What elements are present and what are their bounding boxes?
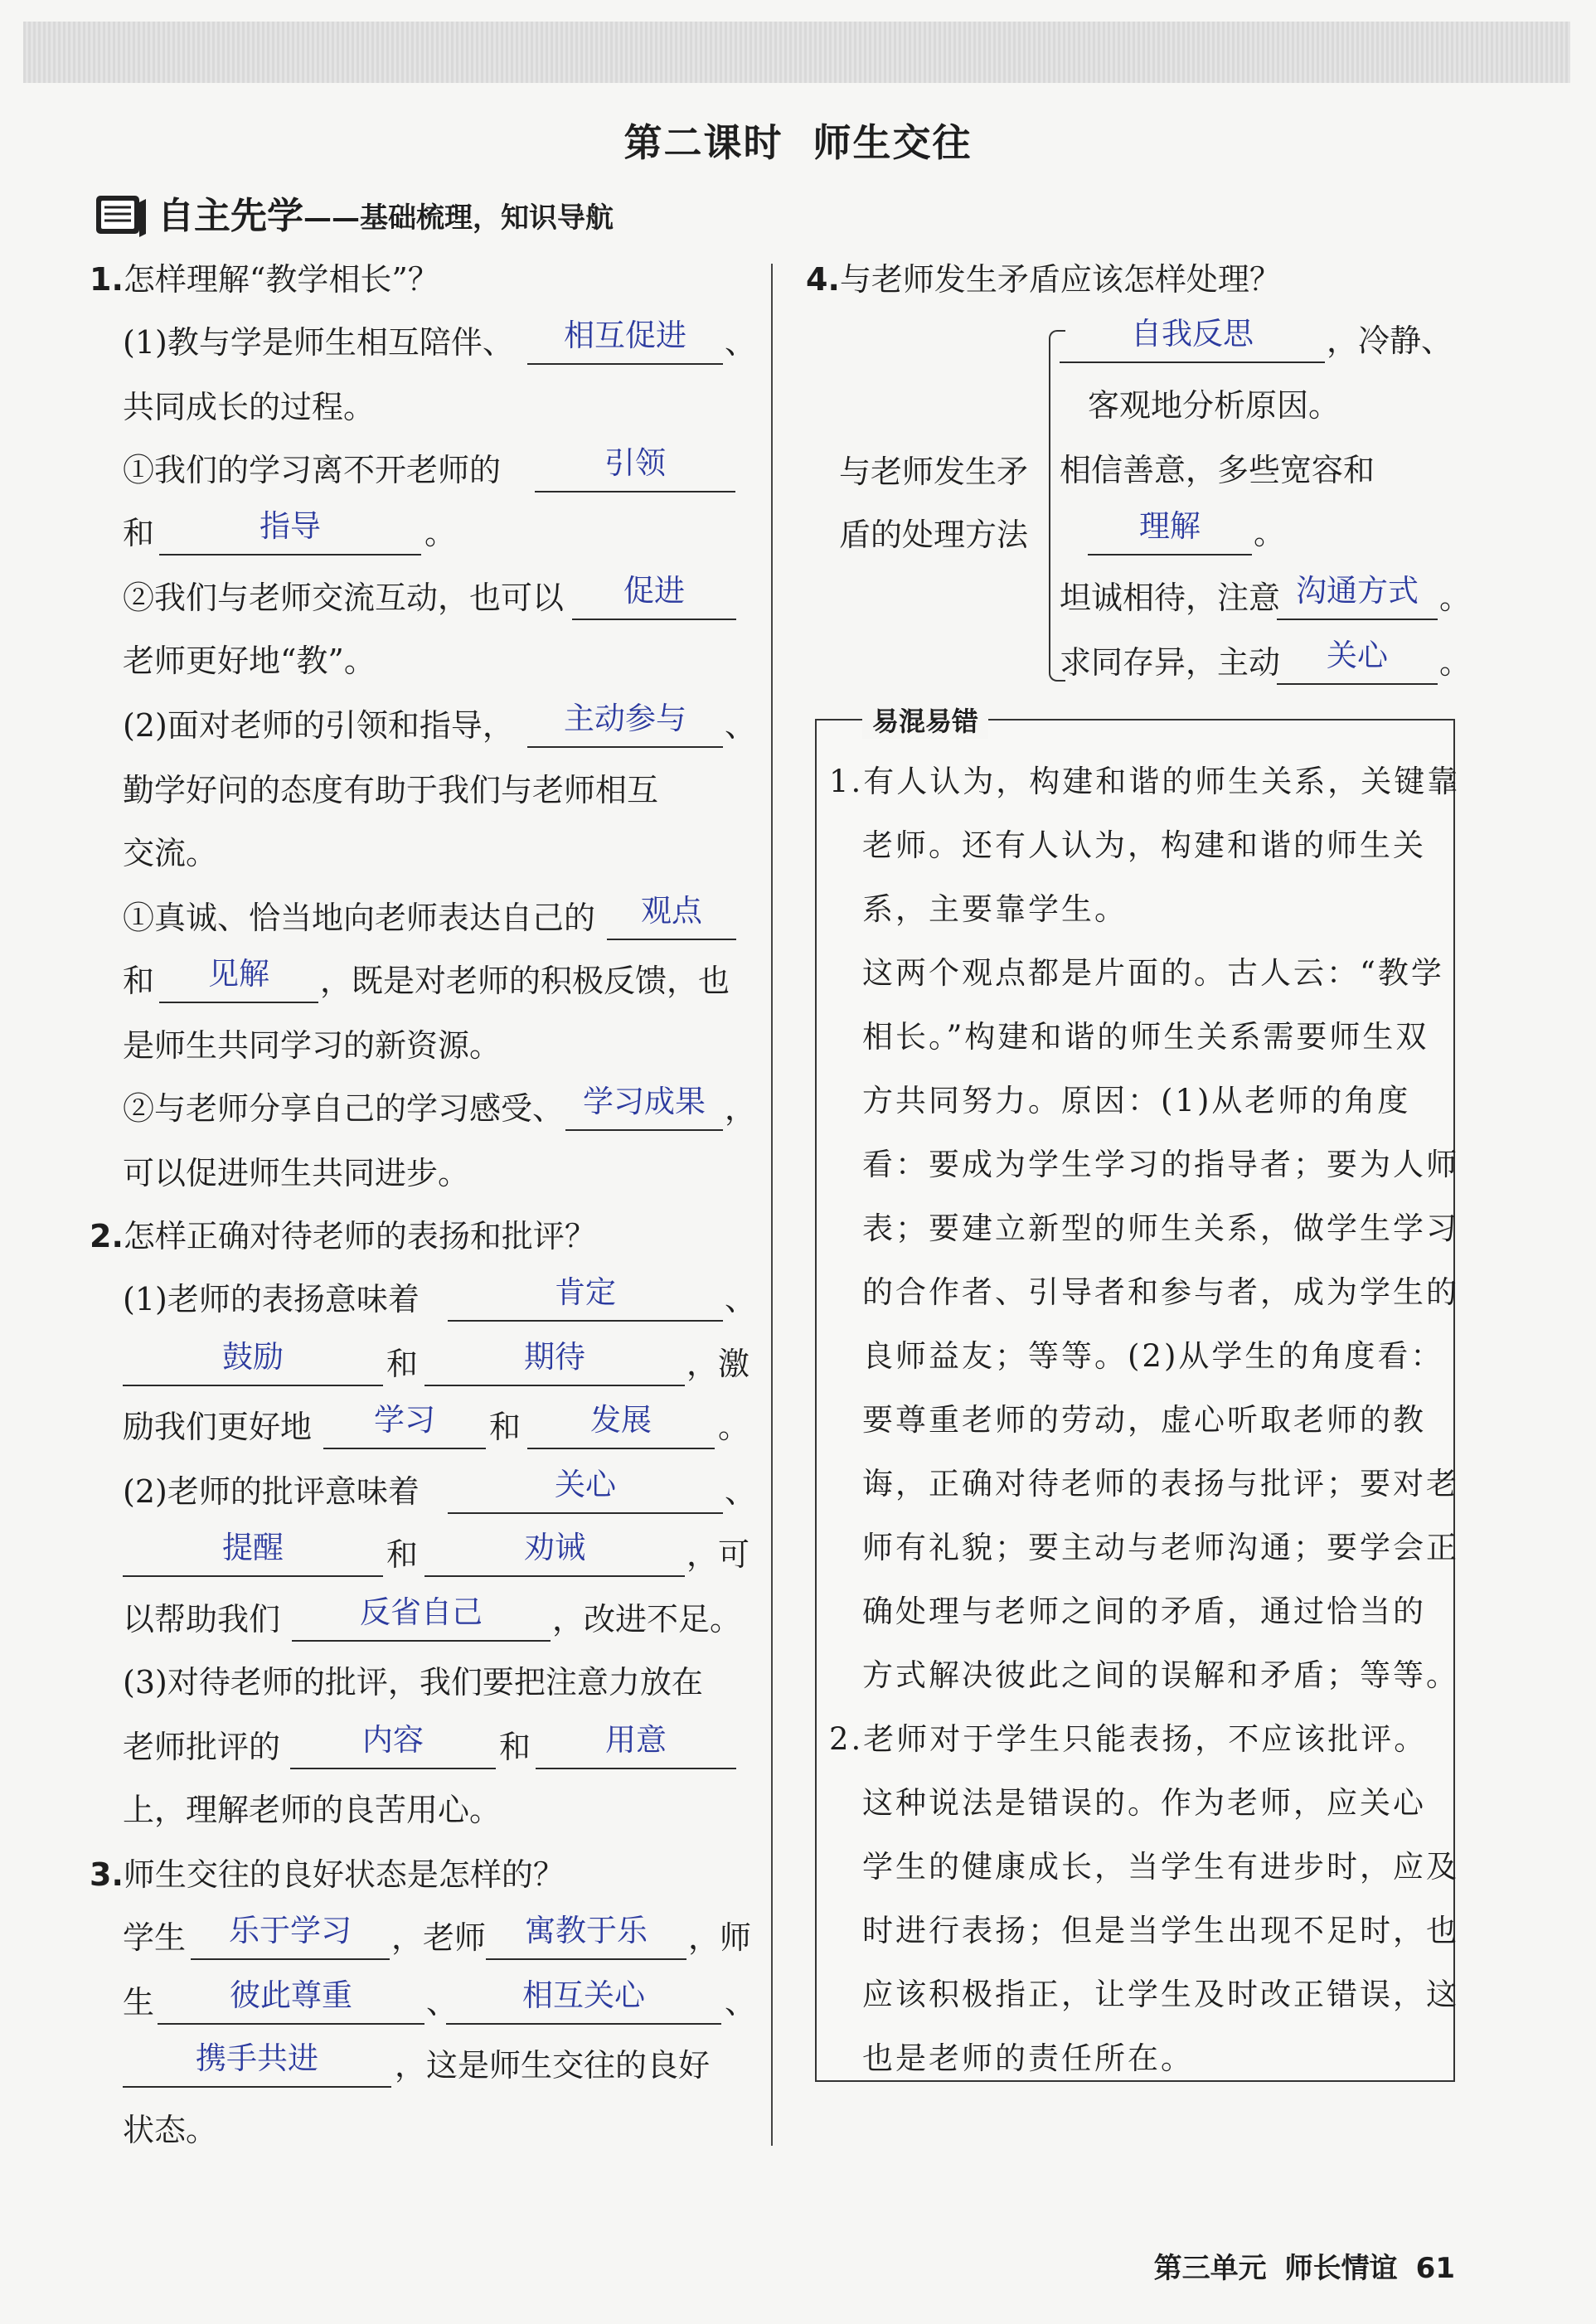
q4-r4: 。 [1254,515,1286,551]
answer-text: 沟通方式 [1296,573,1419,609]
q1-line4-end: 。 [424,515,457,551]
q1-line7-end: 、 [725,707,757,744]
section-title: 自主先学 [158,195,303,237]
answer-blank [607,939,736,940]
box-line: 看：要成为学生学习的指导者；要为人师 [862,1147,1459,1182]
q2-line2: 和 [386,1346,419,1382]
q2-line6: 以帮助我们 [123,1601,281,1637]
answer-text: 观点 [641,893,702,929]
answer-blank [292,1640,551,1642]
box-label: 易混易错 [862,701,988,739]
answer-blank [123,2086,391,2088]
answer-blank [448,1512,723,1514]
q2-line4: (2)老师的批评意味着 [123,1473,420,1510]
q1-line5: ②我们与老师交流互动，也可以 [123,580,565,616]
section-heading [93,191,614,240]
answer-blank [159,554,421,556]
q2-line3-mid: 和 [489,1409,521,1445]
answer-text: 见解 [208,956,269,992]
q1-line13: ②与老师分享自己的学习感受、 [123,1090,565,1127]
column-divider [771,264,773,2146]
answer-blank [123,1385,383,1386]
q3-line4: 状态。 [123,2112,218,2148]
answer-blank [424,1575,685,1577]
answer-blank [191,1958,390,1960]
box-line: 2.老师对于学生只能表扬，不应该批评。 [829,1721,1428,1757]
q1-line3: ①我们的学习离不开老师的 [123,452,502,488]
answer-text: 鼓励 [222,1339,284,1375]
q1-line2: 共同成长的过程。 [123,389,376,425]
bracket [1049,330,1065,682]
answer-text: 内容 [362,1722,424,1758]
box-line: 1.有人认为，构建和谐的师生关系，关键靠 [829,764,1461,799]
answer-text: 理解 [1139,508,1201,544]
box-line: 方式解决彼此之间的误解和矛盾；等等。 [862,1657,1459,1693]
q2-line1-end: 、 [725,1281,757,1317]
q4-r1: ，冷静、 [1327,323,1453,359]
q1-line13-end: ， [725,1090,757,1127]
answer-text: 彼此尊重 [230,1977,352,2013]
q2-line1: (1)老师的表扬意味着 [123,1281,420,1317]
q1-line14: 可以促进师生共同进步。 [123,1155,470,1191]
answer-text: 指导 [260,508,321,544]
answer-blank [527,746,723,748]
answer-blank [527,363,723,365]
q3-line1-end: ，师 [688,1919,752,1956]
q3-line3: ，这是师生交往的良好 [395,2047,711,2084]
q1-line1-end: 、 [725,324,757,361]
answer-blank [535,491,735,492]
box-line: 学生的健康成长，当学生有进步时，应及 [862,1849,1459,1885]
answer-text: 发展 [590,1402,652,1438]
answer-blank [572,619,736,620]
q1-line7: (2)面对老师的引领和指导， [123,707,514,744]
box-line: 这两个观点都是片面的。古人云：“教学 [862,955,1444,991]
answer-text: 寓教于乐 [525,1913,648,1948]
answer-text: 提醒 [222,1530,284,1565]
box-line: 也是老师的责任所在。 [862,2040,1194,2076]
q2-line2-end: ，激 [686,1346,750,1382]
q4-r5: 坦诚相待，注意 [1060,580,1281,616]
section-subtitle: 基础梳理，知识导航 [360,201,614,235]
q4-r2: 客观地分析原因。 [1088,387,1341,424]
q2-line7: (3)对待老师的批评，我们要把注意力放在 [123,1664,703,1701]
q4-left-line1: 与老师发生矛 [839,454,1029,490]
q2-line5-end: ，可 [686,1536,750,1573]
answer-blank [424,1385,685,1386]
answer-blank [1277,619,1438,620]
answer-blank [448,1320,723,1322]
answer-blank [290,1768,496,1769]
box-line: 系，主要靠学生。 [862,891,1128,927]
q2-line4-end: 、 [725,1473,757,1510]
q2-line3-end: 。 [718,1409,750,1445]
answer-blank [565,1129,723,1131]
q4-left-line2: 盾的处理方法 [839,517,1029,553]
answer-text: 携手共进 [196,2040,318,2076]
box-line: 应该积极指正，让学生及时改正错误，这 [862,1977,1459,2012]
answer-text: 主动参与 [564,701,686,736]
answer-text: 乐于学习 [229,1913,352,1948]
page-footer [1136,2245,1455,2286]
answer-text: 劝诫 [524,1530,585,1565]
footer-name: 师长情谊 [1284,2252,1398,2285]
top-banner [23,22,1570,83]
answer-text: 肯定 [555,1274,616,1310]
box-line: 诲，正确对待老师的表扬与批评；要对老 [862,1466,1459,1502]
q3-line2-end: 、 [725,1984,757,2021]
q4-r6: 求同存异，主动 [1060,644,1281,681]
box-line: 的合作者、引导者和参与者，成为学生的 [862,1274,1459,1310]
answer-text: 学习成果 [583,1084,706,1119]
question-3: 3.师生交往的良好状态是怎样的？ [90,1856,565,1893]
question-1: 1.怎样理解“教学相长”？ [90,261,439,298]
question-4: 4.与老师发生矛盾应该怎样处理？ [806,261,1281,298]
answer-text: 关心 [1327,638,1388,673]
q2-line8: 老师批评的 [123,1729,281,1765]
q4-r6-end: 。 [1439,644,1472,681]
answer-text: 相互关心 [522,1977,645,2013]
answer-blank [323,1448,486,1449]
section-dash: —— [303,201,360,235]
answer-blank [536,1768,736,1769]
q1-line6: 老师更好地“教”。 [123,643,376,679]
answer-text: 用意 [605,1722,667,1758]
q2-line5: 和 [386,1536,419,1573]
answer-blank [486,1958,686,1960]
q1-line8: 勤学好问的态度有助于我们与老师相互 [123,772,659,808]
box-line: 时进行表扬；但是当学生出现不足时，也 [862,1913,1459,1948]
q1-line4: 和 [123,515,155,551]
q1-line1: (1)教与学是师生相互陪伴、 [123,324,514,361]
box-line: 要尊重老师的劳动，虚心听取老师的教 [862,1402,1426,1438]
answer-blank [1277,683,1438,685]
box-line: 师有礼貌；要主动与老师沟通；要学会正 [862,1530,1459,1565]
answer-text: 自我反思 [1131,316,1254,352]
answer-text: 学习 [374,1402,435,1438]
q3-line1: 学生 [123,1919,187,1956]
q1-line11-end: ，既是对老师的积极反馈，也 [320,963,730,999]
question-2: 2.怎样正确对待老师的表扬和批评？ [90,1218,596,1254]
box-line: 老师。还有人认为，构建和谐的师生关 [862,827,1426,863]
answer-blank [1060,361,1325,363]
box-line: 方共同努力。原因：(1)从老师的角度 [862,1083,1411,1118]
box-line: 确处理与老师之间的矛盾，通过恰当的 [862,1594,1426,1629]
q3-line2: 生 [123,1984,155,2021]
q2-line6-end: ，改进不足。 [552,1601,742,1637]
box-line: 表；要建立新型的师生关系，做学生学习 [862,1211,1459,1246]
answer-text: 相互促进 [564,318,686,353]
answer-blank [123,1575,383,1577]
answer-blank [158,2023,424,2025]
q3-line2-mid: 、 [426,1984,458,2021]
page-title [0,113,1596,167]
q1-line12: 是师生共同学习的新资源。 [123,1027,502,1064]
answer-blank [446,2023,721,2025]
q2-line8-mid: 和 [499,1729,531,1765]
answer-blank [527,1448,715,1449]
q2-line9: 上，理解老师的良苦用心。 [123,1792,502,1828]
answer-blank [1088,554,1252,556]
q1-line10: ①真诚、恰当地向老师表达自己的 [123,900,596,936]
notebook-icon [93,191,148,240]
box-line: 良师益友；等等。(2)从学生的角度看： [862,1338,1444,1374]
q1-line9: 交流。 [123,835,218,871]
q3-line1-mid: ，老师 [391,1919,487,1956]
title-topic: 师生交往 [813,120,973,165]
page-number: 61 [1415,2252,1455,2285]
box-line: 这种说法是错误的。作为老师，应关心 [862,1785,1426,1821]
answer-text: 引领 [604,445,666,481]
answer-text: 期待 [524,1339,585,1375]
footer-unit: 第三单元 [1153,2252,1267,2285]
box-line: 相长。”构建和谐的师生关系需要师生双 [862,1019,1429,1055]
answer-blank [159,1002,318,1003]
answer-text: 促进 [623,573,685,609]
q4-r3: 相信善意，多些宽容和 [1060,452,1375,488]
q2-line3: 励我们更好地 [123,1409,313,1445]
q4-r5-end: 。 [1439,580,1472,616]
answer-text: 反省自己 [360,1594,483,1630]
title-lesson: 第二课时 [623,120,783,165]
q1-line11: 和 [123,963,155,999]
answer-text: 关心 [555,1467,616,1502]
